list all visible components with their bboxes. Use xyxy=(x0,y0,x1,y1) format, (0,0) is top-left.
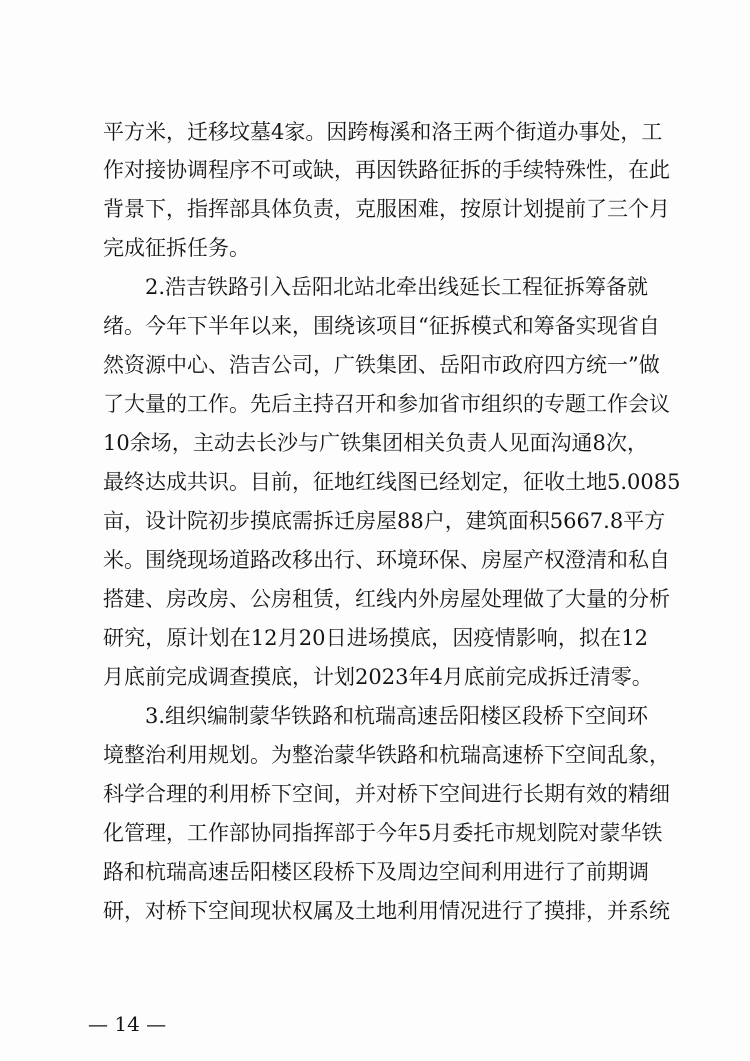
body-text-line: 背景下，指挥部具体负责，克服困难，按原计划提前了三个月 xyxy=(103,197,670,221)
body-text-line: 研，对桥下空间现状权属及土地利用情况进行了摸排，并系统 xyxy=(103,899,670,923)
body-text-line: 月底前完成调查摸底，计划2023年4月底前完成拆迁清零。 xyxy=(103,665,653,689)
body-text-line: 科学合理的利用桥下空间，并对桥下空间进行长期有效的精细 xyxy=(103,782,670,806)
body-text-line: 亩，设计院初步摸底需拆迁房屋88户，建筑面积5667.8平方 xyxy=(103,509,666,533)
page-number: — 14 — xyxy=(88,1012,167,1036)
body-text-line: 作对接协调程序不可或缺，再因铁路征拆的手续特殊性，在此 xyxy=(103,158,670,182)
body-text-line: 然资源中心、浩吉公司，广铁集团、岳阳市政府四方统一”做 xyxy=(103,353,660,377)
body-text-line: 米。围绕现场道路改移出行、环境环保、房屋产权澄清和私自 xyxy=(103,548,670,572)
body-text-line: 境整治利用规划。为整治蒙华铁路和杭瑞高速桥下空间乱象， xyxy=(103,743,670,767)
body-text-line: 3.组织编制蒙华铁路和杭瑞高速岳阳楼区段桥下空间环 xyxy=(103,704,649,728)
body-text-line: 完成征拆任务。 xyxy=(103,236,250,260)
body-text-line: 化管理，工作部协同指挥部于今年5月委托市规划院对蒙华铁 xyxy=(103,821,663,845)
body-text-line: 研究，原计划在12月20日进场摸底，因疫情影响，拟在12 xyxy=(103,626,648,650)
body-text-line: 绪。今年下半年以来，围绕该项目“征拆模式和筹备实现省自 xyxy=(103,314,660,338)
body-text-line: 搭建、房改房、公房租赁，红线内外房屋处理做了大量的分析 xyxy=(103,587,670,611)
body-text-line: 了大量的工作。先后主持召开和参加省市组织的专题工作会议 xyxy=(103,392,670,416)
body-text-line: 平方米，迁移坟墓4家。因跨梅溪和洛王两个街道办事处，工 xyxy=(103,120,663,144)
body-text-line: 10余场，主动去长沙与广铁集团相关负责人见面沟通8次， xyxy=(103,431,648,455)
body-text-line: 路和杭瑞高速岳阳楼区段桥下及周边空间利用进行了前期调 xyxy=(103,860,649,884)
body-text-line: 2.浩吉铁路引入岳阳北站北牵出线延长工程征拆筹备就 xyxy=(103,275,649,299)
body-text-line: 最终达成共识。目前，征地红线图已经划定，征收土地5.0085 xyxy=(103,470,681,494)
